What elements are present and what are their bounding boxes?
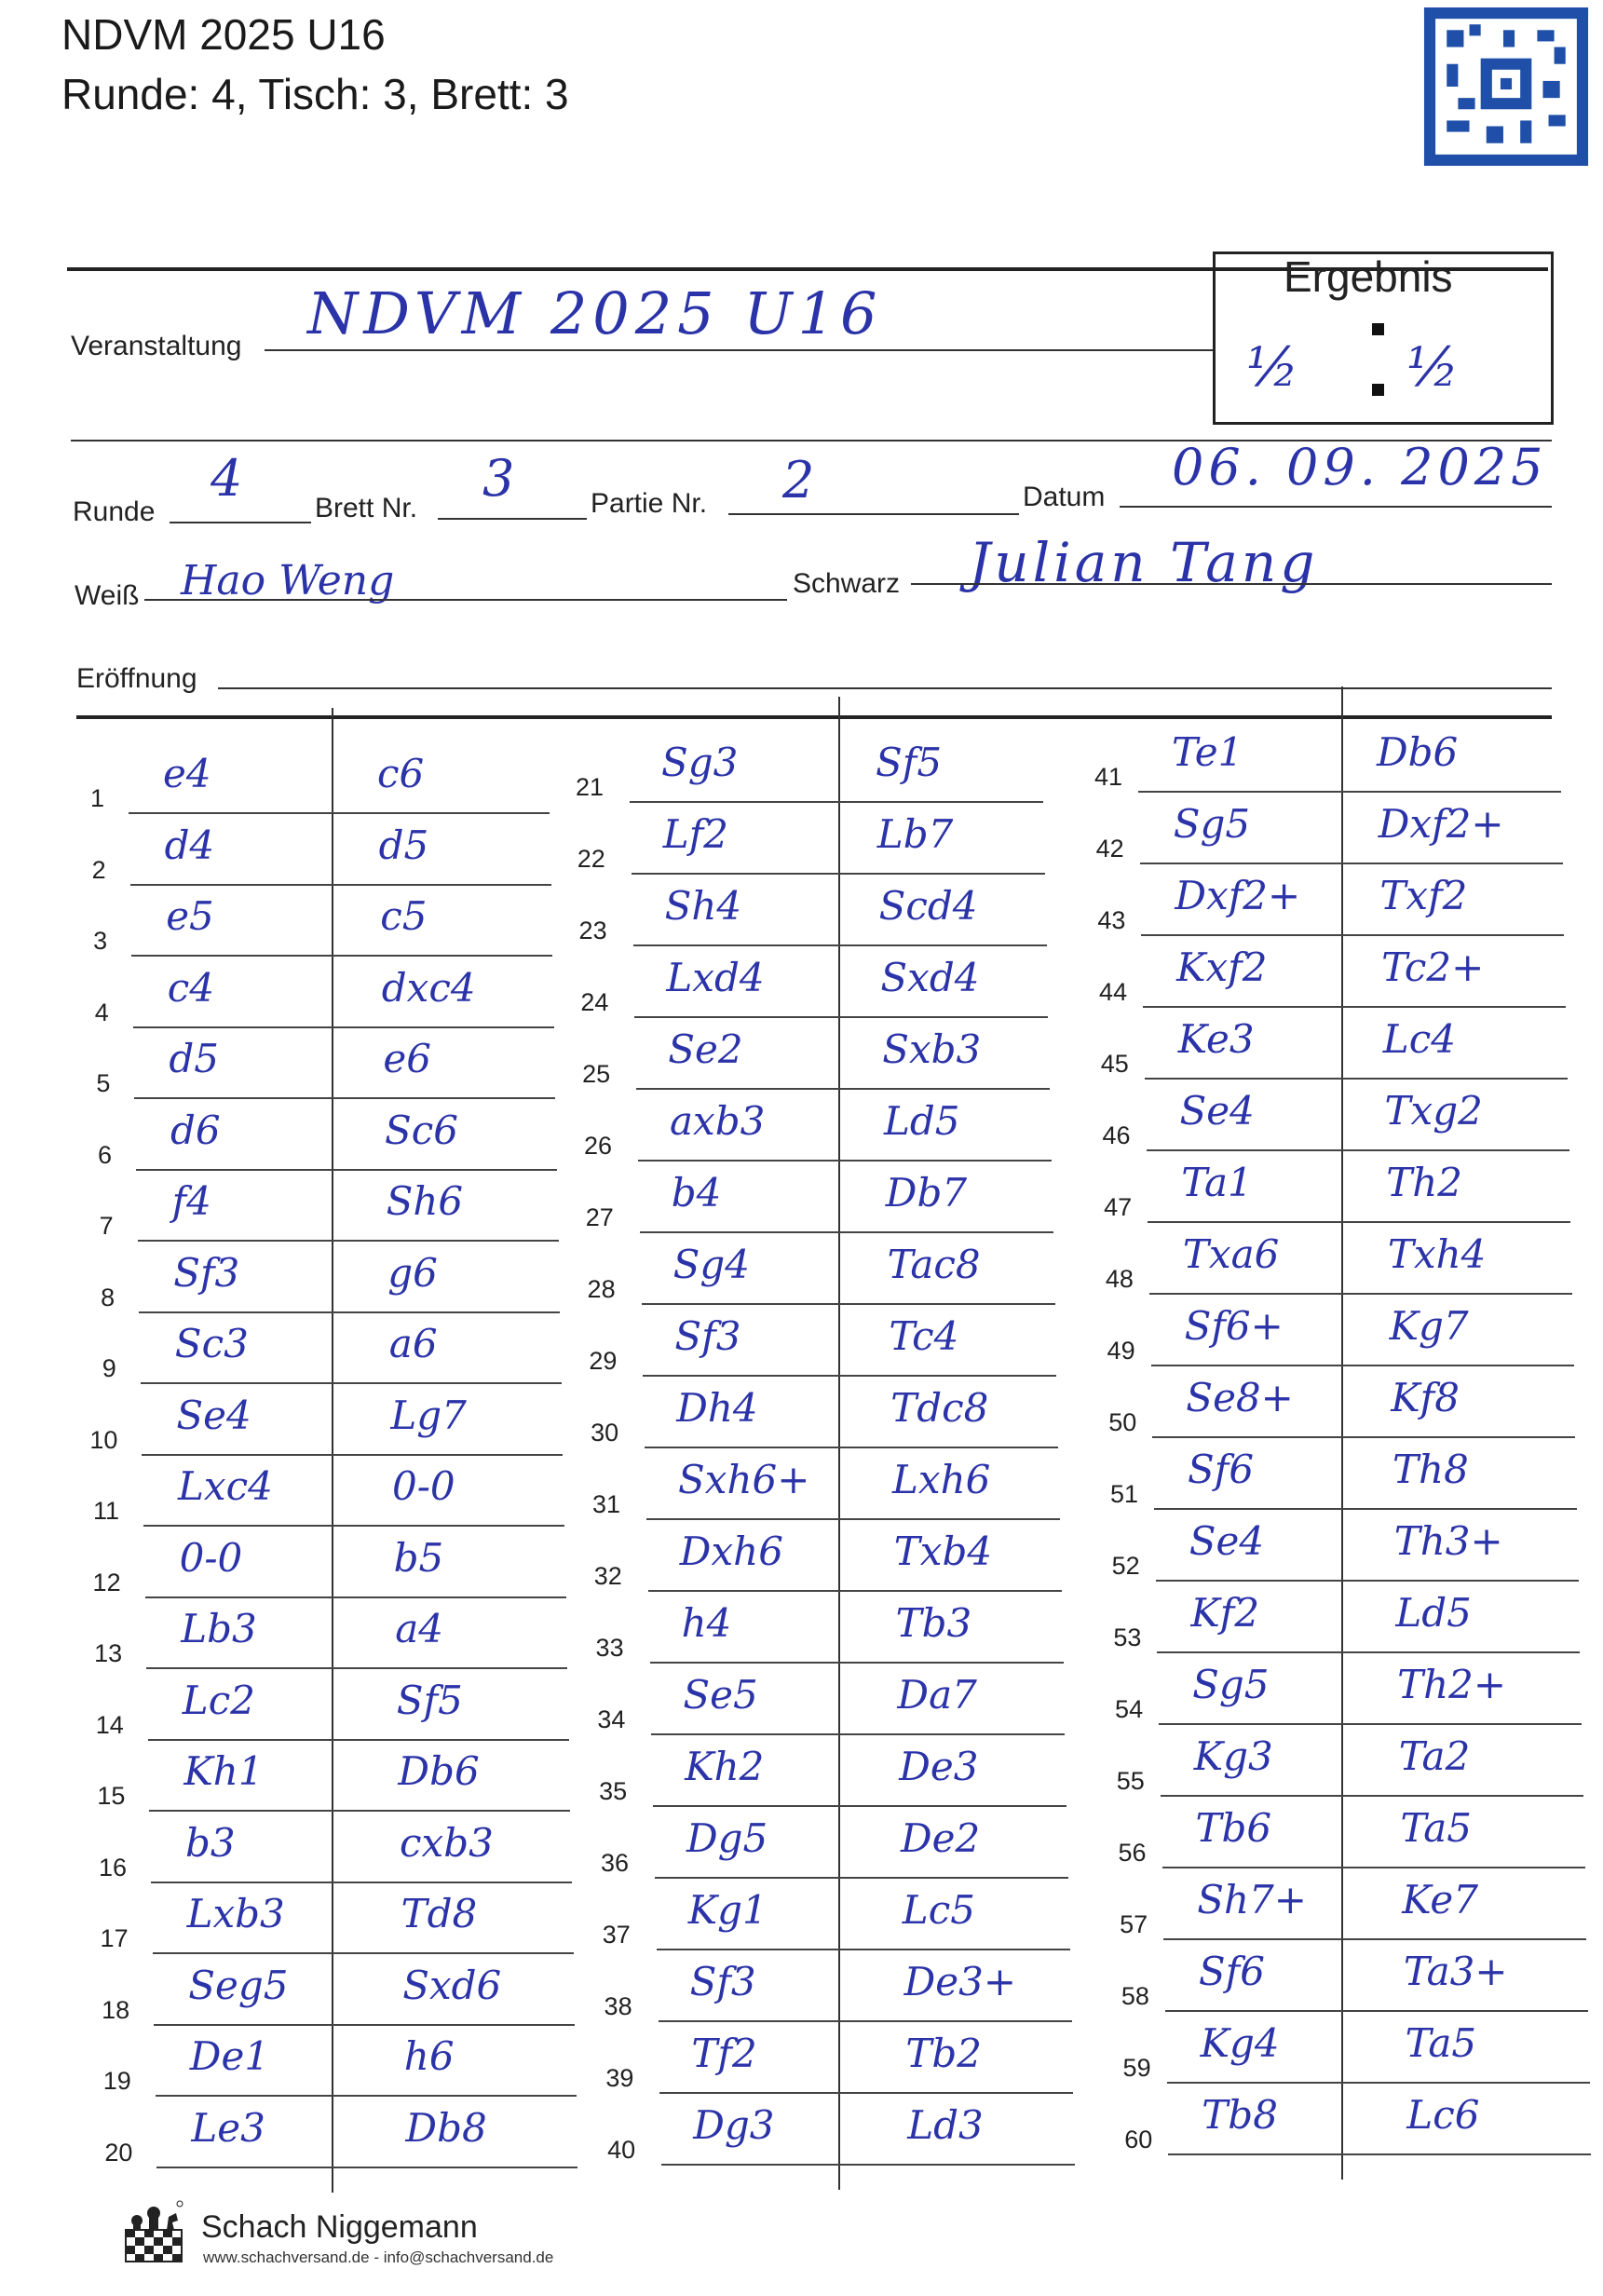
column-divider	[332, 708, 333, 2193]
move-number: 58	[1121, 1982, 1149, 2010]
white-move: Le3	[191, 2104, 265, 2151]
white-move: Kf2	[1190, 1590, 1260, 1636]
black-move: c6	[377, 751, 425, 796]
black-label: Schwarz	[793, 568, 901, 599]
move-number: 22	[577, 845, 605, 873]
move-number: 26	[583, 1132, 612, 1160]
white-move: Sh7+	[1197, 1877, 1307, 1922]
move-underline	[154, 2024, 575, 2026]
move-underline	[632, 873, 1045, 875]
move-number: 37	[602, 1921, 631, 1949]
black-move: g6	[387, 1249, 438, 1296]
white-move: Sg3	[661, 740, 739, 785]
black-move: Lxh6	[892, 1457, 991, 1502]
move-number: 32	[593, 1562, 622, 1590]
sheet-title: NDVM 2025 U16	[61, 10, 386, 59]
chess-pieces-logo-icon	[116, 2198, 191, 2273]
move-underline	[1168, 2153, 1591, 2155]
black-move: Ke7	[1402, 1877, 1479, 1922]
result-dot-top	[1372, 323, 1384, 335]
move-underline	[648, 1590, 1062, 1592]
white-move: Sf3	[173, 1249, 240, 1296]
white-move: Se2	[668, 1026, 743, 1072]
white-move: Sxh6+	[678, 1457, 810, 1502]
black-move: Ta5	[1400, 1805, 1473, 1851]
column-divider	[838, 697, 840, 2190]
move-underline	[646, 1518, 1060, 1520]
move-underline	[136, 1169, 557, 1171]
black-move: Sxb3	[882, 1026, 982, 1072]
move-underline	[651, 1733, 1065, 1735]
result-black-score: ½	[1406, 335, 1460, 399]
move-underline	[1161, 1795, 1583, 1797]
move-underline	[139, 1311, 560, 1313]
move-underline	[645, 1447, 1058, 1448]
move-underline	[1143, 1006, 1566, 1008]
white-move: Se8+	[1186, 1375, 1294, 1420]
white-move: d5	[169, 1036, 219, 1081]
white-move: Sg5	[1173, 801, 1251, 847]
move-number: 41	[1094, 763, 1122, 791]
move-number: 38	[604, 1992, 632, 2020]
black-move: b5	[393, 1534, 444, 1581]
move-number: 14	[95, 1710, 124, 1739]
black-move: Tb2	[905, 2031, 983, 2076]
white-move: Sf3	[674, 1313, 741, 1359]
move-underline	[138, 1240, 559, 1242]
move-number: 2	[91, 855, 106, 884]
white-move: Ta1	[1181, 1160, 1253, 1205]
black-move: a4	[395, 1606, 443, 1651]
move-underline	[156, 2095, 577, 2097]
move-underline	[133, 1026, 554, 1028]
black-move: Lc4	[1382, 1016, 1456, 1062]
move-underline	[633, 944, 1047, 946]
move-underline	[148, 1739, 569, 1741]
result-white-score: ½	[1246, 335, 1299, 399]
move-underline	[134, 1097, 555, 1099]
move-number: 39	[605, 2064, 634, 2092]
move-number: 47	[1104, 1193, 1133, 1221]
move-underline	[636, 1088, 1050, 1090]
move-number: 8	[101, 1283, 115, 1311]
black-move: d5	[378, 822, 429, 868]
black-player-value: Julian Tang	[969, 531, 1319, 594]
white-move: Lc2	[182, 1677, 255, 1723]
sheet-subtitle: Runde: 4, Tisch: 3, Brett: 3	[61, 70, 569, 118]
round-value: 4	[211, 449, 243, 508]
move-underline	[151, 1882, 572, 1883]
black-move: Scd4	[878, 883, 978, 929]
black-move: Lg7	[390, 1392, 467, 1438]
move-number: 19	[102, 2067, 131, 2095]
move-underline	[655, 1877, 1068, 1879]
white-label: Weiß	[75, 580, 140, 611]
white-move: d4	[164, 822, 215, 868]
board-label: Brett Nr.	[315, 493, 418, 523]
move-number: 60	[1124, 2126, 1153, 2153]
move-underline	[143, 1525, 564, 1527]
black-move: Ta2	[1398, 1733, 1471, 1779]
white-move: Sh4	[664, 883, 742, 929]
black-move: Tb3	[895, 1600, 972, 1646]
result-dot-bottom	[1372, 384, 1384, 396]
black-move: Lc6	[1406, 2092, 1480, 2138]
white-player-value: Hao Weng	[181, 557, 395, 605]
black-move: Th2+	[1397, 1662, 1507, 1707]
move-underline	[661, 2164, 1075, 2166]
move-number: 20	[104, 2138, 133, 2167]
move-underline	[630, 801, 1043, 803]
move-number: 27	[585, 1203, 614, 1231]
move-number: 31	[591, 1490, 620, 1518]
move-number: 50	[1108, 1408, 1137, 1436]
black-move: Tc4	[889, 1313, 959, 1359]
move-number: 9	[102, 1354, 116, 1382]
black-move: Th3+	[1393, 1518, 1503, 1564]
move-underline	[657, 1949, 1070, 1950]
move-number: 57	[1120, 1910, 1148, 1938]
move-number: 28	[587, 1275, 616, 1303]
white-move: Kh1	[183, 1748, 264, 1794]
move-underline	[1140, 863, 1563, 864]
move-underline	[1165, 2010, 1588, 2012]
black-move: a6	[388, 1321, 438, 1366]
move-underline	[1141, 934, 1564, 936]
black-move: De3	[899, 1744, 979, 1789]
move-number: 13	[94, 1639, 123, 1667]
black-move: Da7	[897, 1672, 977, 1718]
white-move: Se4	[1179, 1088, 1255, 1134]
move-number: 21	[575, 773, 604, 801]
white-move: Lb3	[181, 1606, 257, 1651]
black-move: Dxf2+	[1378, 801, 1504, 847]
date-value: 06. 09. 2025	[1172, 438, 1548, 496]
footer-brand: Schach Niggemann	[201, 2209, 478, 2245]
move-underline	[1167, 2082, 1590, 2084]
white-move: Lxb3	[186, 1891, 285, 1936]
white-move: Dxh6	[679, 1528, 783, 1574]
event-label: Veranstaltung	[71, 331, 242, 361]
move-underline	[131, 955, 552, 957]
move-underline	[1147, 1149, 1569, 1151]
black-move: Txh4	[1387, 1231, 1487, 1277]
move-underline	[653, 1805, 1066, 1807]
move-underline	[1156, 1580, 1579, 1582]
black-move: dxc4	[381, 964, 476, 1011]
move-number: 4	[94, 998, 109, 1026]
black-move: 0-0	[392, 1463, 455, 1509]
move-number: 42	[1095, 835, 1124, 863]
black-move: De3+	[903, 1959, 1017, 2004]
move-underline	[1152, 1436, 1575, 1438]
white-move: Sg5	[1192, 1662, 1270, 1707]
white-move: Kxf2	[1176, 944, 1268, 990]
white-move: Se4	[1189, 1518, 1265, 1564]
move-number: 35	[599, 1777, 628, 1805]
move-number: 30	[591, 1419, 619, 1447]
black-move: Tac8	[887, 1242, 981, 1287]
move-underline	[156, 2167, 577, 2168]
move-number: 1	[89, 784, 104, 812]
black-move: Th8	[1392, 1447, 1469, 1492]
white-move: Sf3	[689, 1959, 756, 2004]
game-value: 2	[782, 451, 815, 509]
black-move: Ld5	[884, 1098, 960, 1144]
white-move: Txa6	[1182, 1231, 1280, 1277]
white-move: Kg4	[1200, 2020, 1280, 2066]
move-number: 16	[98, 1853, 127, 1882]
move-underline	[1148, 1221, 1570, 1223]
black-move: Db8	[405, 2104, 487, 2151]
date-label: Datum	[1023, 482, 1106, 512]
black-move: Lc5	[902, 1887, 975, 1933]
black-move: Td8	[401, 1891, 478, 1936]
black-move: e6	[383, 1036, 431, 1081]
black-move: Ld5	[1395, 1590, 1472, 1636]
move-number: 23	[578, 917, 607, 944]
move-underline	[1159, 1723, 1582, 1725]
black-move: c5	[380, 893, 428, 939]
white-move: Se4	[176, 1392, 251, 1438]
move-number: 44	[1099, 978, 1128, 1006]
black-move: Ld3	[907, 2102, 984, 2148]
white-move: b4	[671, 1170, 722, 1216]
white-move: axb3	[670, 1098, 766, 1144]
move-number: 3	[93, 927, 108, 955]
move-number: 5	[96, 1069, 111, 1097]
move-number: 12	[92, 1568, 121, 1596]
move-number: 45	[1100, 1050, 1129, 1078]
black-move: Db7	[885, 1170, 968, 1216]
white-move: Tf2	[691, 2031, 757, 2076]
move-number: 25	[582, 1060, 611, 1088]
move-number: 36	[600, 1849, 629, 1877]
move-number: 10	[89, 1425, 118, 1454]
white-move: 0-0	[179, 1534, 243, 1581]
black-move: Db6	[1377, 729, 1459, 775]
white-move: Lxd4	[666, 955, 765, 1000]
white-move: Te1	[1172, 729, 1243, 775]
black-move: Sxd4	[880, 955, 980, 1000]
white-move: Se5	[683, 1672, 758, 1718]
white-move: Kg3	[1193, 1733, 1273, 1779]
move-underline	[1163, 1938, 1586, 1940]
move-underline	[149, 1810, 570, 1812]
move-number: 49	[1107, 1337, 1135, 1365]
black-move: Db6	[398, 1748, 480, 1794]
move-number: 15	[97, 1782, 126, 1810]
black-move: Ta3+	[1403, 1949, 1508, 1994]
move-number: 59	[1122, 2054, 1151, 2082]
white-move: Dg5	[686, 1815, 768, 1861]
white-move: c4	[167, 964, 215, 1011]
black-move: Sh6	[386, 1178, 464, 1224]
move-number: 54	[1115, 1695, 1144, 1723]
move-underline	[1151, 1365, 1574, 1366]
black-move: Txf2	[1379, 873, 1468, 918]
white-move: Sc3	[174, 1321, 249, 1366]
black-move: Sxd6	[402, 1962, 502, 2008]
move-underline	[142, 1454, 563, 1456]
move-number: 34	[597, 1705, 626, 1733]
white-move: f4	[171, 1178, 211, 1224]
board-value: 3	[482, 449, 515, 508]
white-move: Sf6	[1188, 1447, 1255, 1492]
round-label: Runde	[73, 496, 156, 527]
opening-label: Eröffnung	[76, 663, 197, 694]
move-underline	[659, 2020, 1072, 2022]
white-move: Dh4	[676, 1385, 758, 1431]
qr-code-icon	[1423, 7, 1589, 166]
move-underline	[129, 812, 550, 814]
move-number: 18	[102, 1995, 130, 2024]
move-number: 33	[595, 1634, 624, 1662]
white-move: e5	[166, 893, 214, 939]
move-number: 6	[97, 1140, 112, 1169]
white-move: Dg3	[693, 2102, 775, 2148]
white-move: b3	[185, 1819, 236, 1866]
black-move: De2	[901, 1815, 981, 1861]
move-number: 48	[1105, 1265, 1134, 1293]
white-move: e4	[163, 751, 211, 796]
white-move: Sf6	[1198, 1949, 1265, 1994]
white-move: d6	[170, 1107, 221, 1153]
black-move: Ta5	[1405, 2020, 1477, 2066]
move-underline	[146, 1667, 567, 1669]
black-move: Sf5	[876, 740, 943, 785]
result-label: Ergebnis	[1284, 252, 1453, 301]
black-move: Sf5	[396, 1677, 463, 1723]
move-underline	[1138, 791, 1561, 793]
move-underline	[1157, 1651, 1580, 1653]
move-number: 52	[1111, 1552, 1140, 1580]
move-number: 46	[1102, 1121, 1131, 1149]
black-move: cxb3	[400, 1819, 494, 1866]
move-number: 29	[589, 1347, 618, 1375]
move-number: 40	[607, 2136, 636, 2164]
move-number: 55	[1116, 1767, 1145, 1795]
white-move: Dxf2+	[1175, 873, 1301, 918]
move-underline	[1145, 1078, 1568, 1080]
black-move: Sc6	[385, 1107, 459, 1153]
white-move: De1	[189, 2033, 270, 2079]
move-number: 11	[92, 1497, 119, 1525]
white-move: Sf6+	[1184, 1303, 1284, 1349]
move-underline	[153, 1952, 574, 1954]
move-number: 17	[100, 1924, 129, 1952]
move-underline	[1154, 1508, 1577, 1510]
move-number: 43	[1097, 906, 1126, 934]
move-underline	[145, 1596, 566, 1598]
move-number: 24	[580, 988, 609, 1016]
white-move: Lxc4	[178, 1463, 273, 1509]
move-underline	[650, 1662, 1064, 1664]
white-move: Kh2	[685, 1744, 765, 1789]
white-move: h4	[681, 1600, 732, 1646]
black-move: Tdc8	[890, 1385, 989, 1431]
black-move: Th2	[1386, 1160, 1462, 1205]
move-number: 51	[1109, 1480, 1138, 1508]
black-move: Tc2+	[1381, 944, 1485, 990]
move-number: 53	[1113, 1624, 1142, 1651]
black-move: Lb7	[876, 811, 954, 857]
white-move: Sg4	[672, 1242, 750, 1287]
black-move: h6	[403, 2033, 455, 2079]
game-label: Partie Nr.	[591, 488, 708, 519]
black-move: Kg7	[1389, 1303, 1469, 1349]
white-move: Tb6	[1195, 1805, 1272, 1851]
move-underline	[659, 2092, 1073, 2094]
move-underline	[640, 1231, 1053, 1233]
white-move: Tb8	[1202, 2092, 1278, 2138]
move-underline	[638, 1160, 1052, 1162]
move-underline	[130, 884, 551, 886]
black-move: Kf8	[1391, 1375, 1460, 1420]
move-number: 56	[1118, 1839, 1147, 1867]
footer-contact: www.schachversand.de - info@schachversand.de	[203, 2248, 554, 2266]
white-move: Kg1	[687, 1887, 768, 1933]
move-number: 7	[99, 1212, 114, 1240]
move-underline	[643, 1375, 1056, 1377]
move-underline	[642, 1303, 1055, 1305]
event-value: NDVM 2025 U16	[307, 279, 883, 347]
white-move: Lf2	[662, 811, 728, 857]
move-underline	[141, 1382, 562, 1384]
column-divider	[1341, 686, 1343, 2180]
move-underline	[1149, 1293, 1572, 1295]
move-underline	[634, 1016, 1048, 1018]
move-underline	[1162, 1867, 1585, 1868]
white-move: Ke3	[1177, 1016, 1255, 1062]
black-move: Txb4	[893, 1528, 993, 1574]
white-move: Seg5	[188, 1962, 289, 2008]
black-move: Txg2	[1384, 1088, 1483, 1134]
